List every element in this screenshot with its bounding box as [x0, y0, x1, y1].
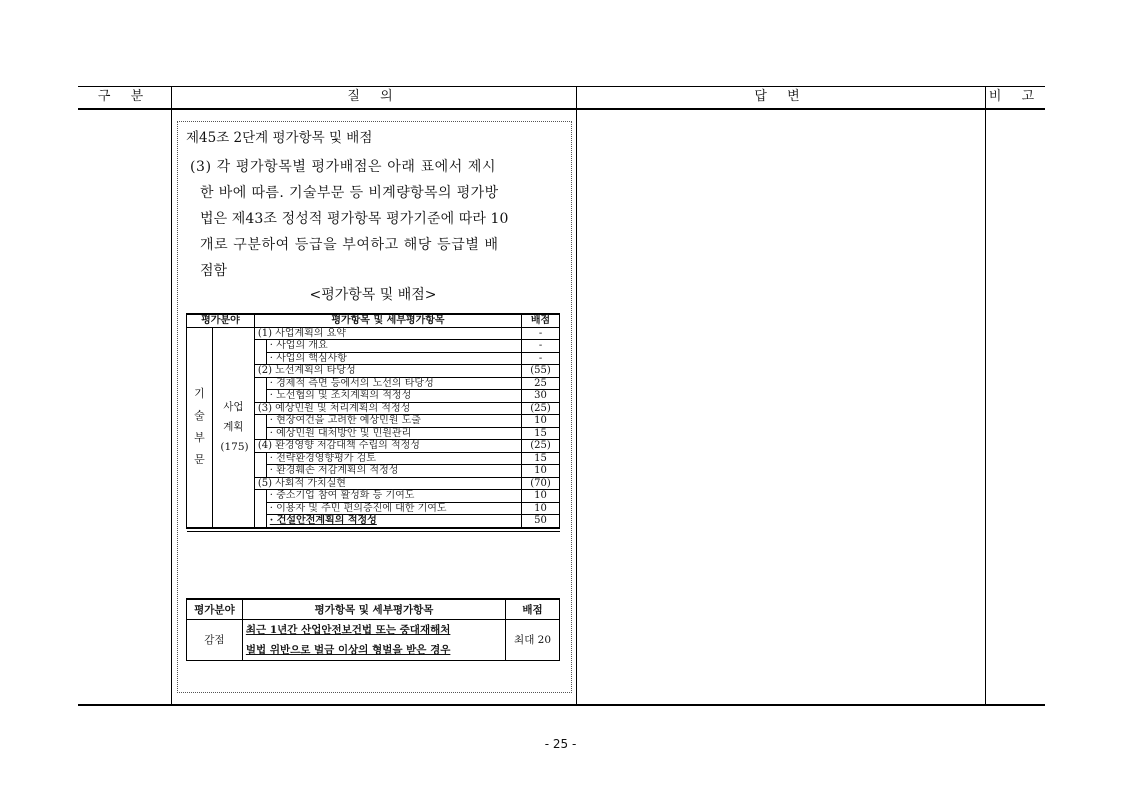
penalty-item-line2: 벌법 위반으로 벌금 이상의 형벌을 받은 경우	[245, 643, 451, 656]
score-cell: 25	[522, 377, 560, 390]
score-cell: 10	[522, 502, 560, 515]
header-question: 질 의	[347, 89, 401, 104]
score-cell: 10	[522, 465, 560, 478]
page-number: - 25 -	[544, 737, 577, 751]
division-cell	[187, 327, 213, 528]
penalty-field: 감점	[187, 619, 243, 660]
item-cell: · 이용자 및 주민 편의증진에 대한 기여도	[266, 502, 521, 515]
penalty-table	[186, 598, 560, 661]
paragraph-line: 한 바에 따름. 기술부문 등 비계량항목의 평가방	[200, 185, 499, 201]
score-cell: -	[522, 352, 560, 365]
item-cell: · 경제적 측면 등에서의 노선의 타당성	[266, 377, 521, 390]
score-cell: 50	[522, 515, 560, 528]
penalty-row	[187, 619, 560, 660]
score-cell: 10	[522, 415, 560, 428]
item-cell: · 예상민원 대처방안 및 민원관리	[266, 427, 521, 440]
item-cell: (1) 사업계획의 요약	[254, 327, 521, 340]
area-label: 사업 계획 (175)	[220, 400, 249, 453]
evaluation-table	[186, 313, 560, 532]
article-title: 제45조 2단계 평가항목 및 배점	[186, 130, 373, 146]
score-cell: (70)	[522, 477, 560, 490]
penalty-item-line1: 최근 1년간 산업안전보건법 또는 중대재해처	[245, 623, 451, 636]
header-category: 구 분	[97, 89, 152, 104]
score-cell: 10	[522, 490, 560, 503]
head-field: 평가분야	[187, 314, 255, 327]
score-cell: -	[522, 340, 560, 353]
header-note: 비 고	[988, 89, 1043, 104]
item-cell: (4) 환경영향 저감대책 수립의 적정성	[254, 440, 521, 453]
score-cell: (55)	[522, 365, 560, 378]
item-cell: · 전략환경영향평가 검토	[266, 452, 521, 465]
item-cell: (2) 노선계획의 타당성	[254, 365, 521, 378]
item-cell: (5) 사회적 가치실현	[254, 477, 521, 490]
item-cell: · 사업의 핵심사항	[266, 352, 521, 365]
item-cell: (3) 예상민원 및 처리계획의 적정성	[254, 402, 521, 415]
col-divider-2	[576, 86, 577, 706]
division-label: 기 술 부 문	[194, 387, 205, 466]
penalty-head-field: 평가분야	[187, 599, 243, 619]
col-divider-1	[171, 86, 172, 706]
score-cell: 15	[522, 452, 560, 465]
article-paragraph	[190, 154, 560, 284]
penalty-item	[242, 619, 505, 660]
table-bottom-row	[187, 528, 560, 532]
table-row	[187, 327, 560, 340]
item-cell: · 건설안전계획의 적정성	[266, 515, 521, 528]
penalty-score: 최대 20	[506, 619, 560, 660]
paragraph-line: 개로 구분하여 등급을 부여하고 해당 등급별 배	[200, 237, 499, 253]
area-cell	[212, 327, 254, 528]
paragraph-line: (3) 각 평가항목별 평가배점은 아래 표에서 제시	[190, 159, 497, 175]
penalty-head-score: 배점	[506, 599, 560, 619]
score-cell: (25)	[522, 440, 560, 453]
head-score: 배점	[522, 314, 560, 327]
item-cell: · 현장여건을 고려한 예상민원 도출	[266, 415, 521, 428]
score-cell: 15	[522, 427, 560, 440]
paragraph-line: 점함	[200, 263, 228, 279]
header-bottom-border	[78, 108, 1045, 110]
score-cell: -	[522, 327, 560, 340]
head-item: 평가항목 및 세부평가항목	[254, 314, 521, 327]
penalty-head-item: 평가항목 및 세부평가항목	[242, 599, 505, 619]
score-cell: (25)	[522, 402, 560, 415]
item-cell: · 사업의 개요	[266, 340, 521, 353]
penalty-header-row	[187, 599, 560, 619]
table-caption: <평가항목 및 배점>	[309, 287, 437, 303]
item-cell: · 노선협의 및 조치계획의 적정성	[266, 390, 521, 403]
col-divider-3	[985, 86, 986, 706]
header-answer: 답 변	[754, 89, 808, 104]
item-cell: · 환경훼손 저감계획의 적정성	[266, 465, 521, 478]
item-cell: · 중소기업 참여 활성화 등 기여도	[266, 490, 521, 503]
table-bottom-border	[78, 704, 1045, 706]
paragraph-line: 법은 제43조 정성적 평가항목 평가기준에 따라 10	[200, 211, 509, 227]
table-header-row	[187, 314, 560, 327]
score-cell: 30	[522, 390, 560, 403]
